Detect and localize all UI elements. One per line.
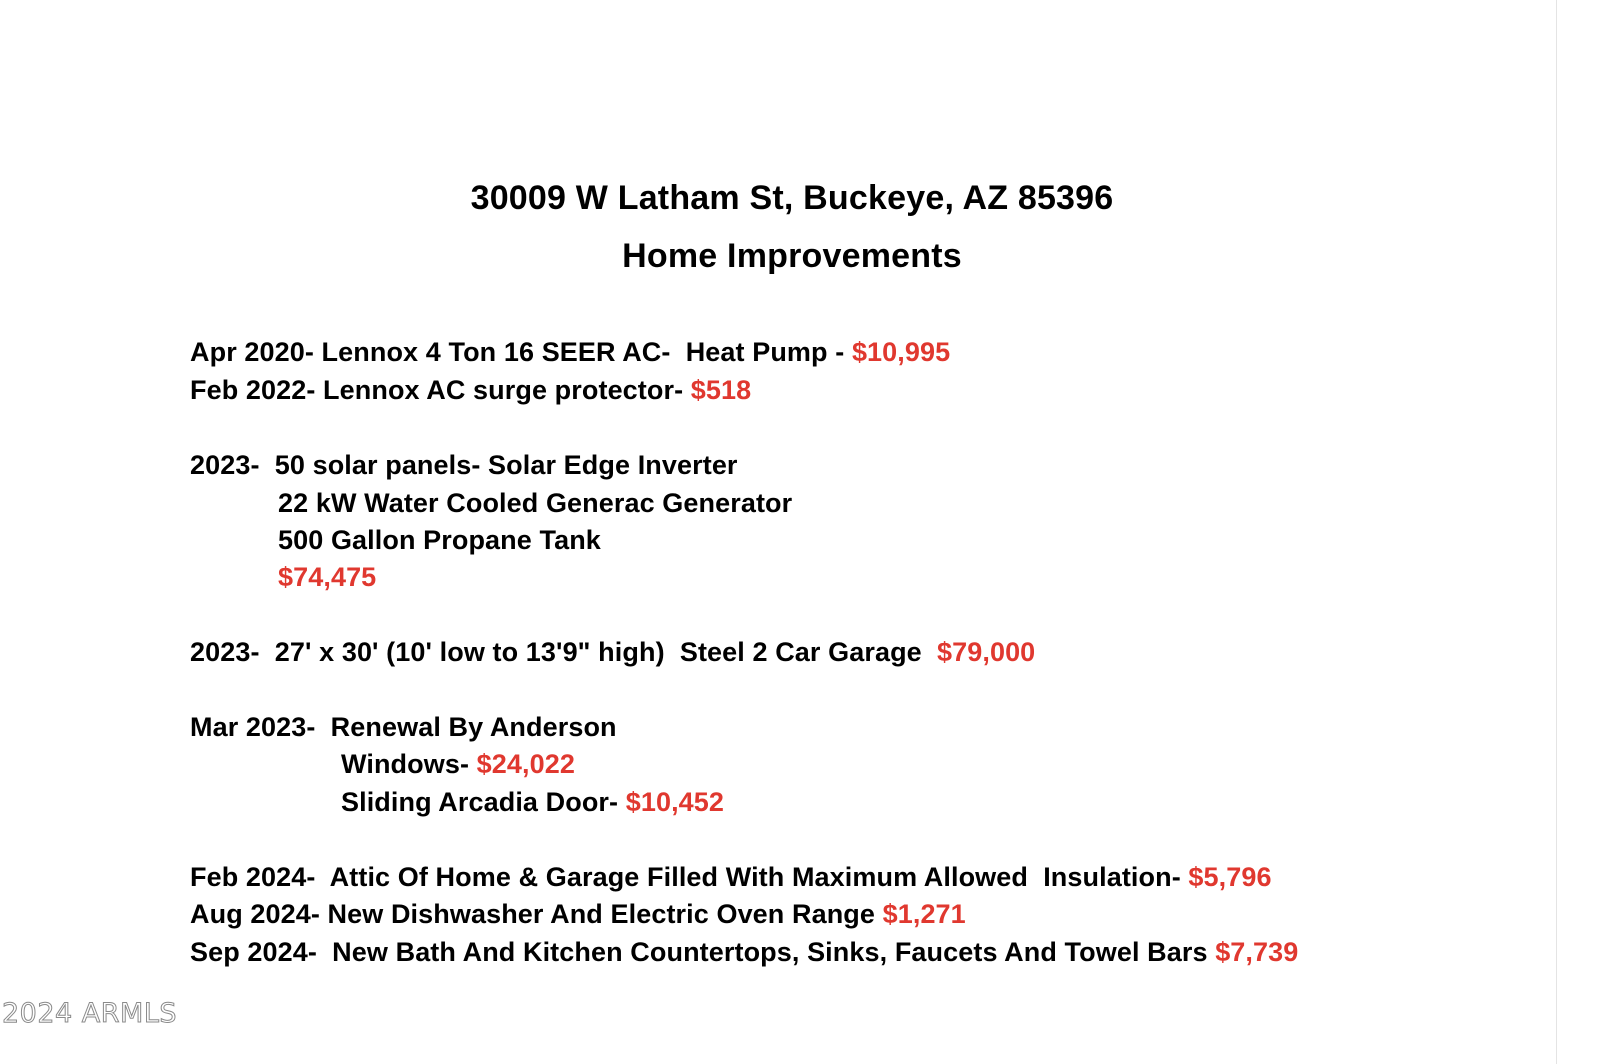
improvement-price: $74,475 xyxy=(278,562,377,592)
improvement-price: $7,739 xyxy=(1215,937,1299,967)
improvement-text: Apr 2020- Lennox 4 Ton 16 SEER AC- Heat Pump - xyxy=(190,337,852,367)
property-address-heading: 30009 W Latham St, Buckeye, AZ 85396 xyxy=(470,179,1114,217)
improvement-text: Feb 2022- Lennox AC surge protector- xyxy=(190,375,691,405)
improvement-line-surge-protector xyxy=(190,374,751,406)
improvement-line-solar xyxy=(190,449,738,481)
improvement-line-windows xyxy=(341,748,575,780)
armls-watermark: 2024 ARMLS xyxy=(2,998,178,1029)
improvement-line-sliding-door xyxy=(341,786,724,818)
page-edge-divider xyxy=(1556,0,1557,1064)
improvement-text: 2023- 50 solar panels- Solar Edge Inverter xyxy=(190,450,738,480)
improvement-line-appliances xyxy=(190,898,966,930)
improvement-text: Aug 2024- New Dishwasher And Electric Oven Range xyxy=(190,899,883,929)
improvement-text: Mar 2023- Renewal By Anderson xyxy=(190,712,617,742)
improvement-text: 500 Gallon Propane Tank xyxy=(278,525,601,555)
improvement-price: $24,022 xyxy=(476,749,575,779)
improvement-line-ac xyxy=(190,336,950,368)
improvement-price: $10,995 xyxy=(851,337,951,367)
improvement-line-insulation xyxy=(190,861,1272,893)
improvement-line-countertops xyxy=(190,936,1298,968)
improvement-price: $10,452 xyxy=(625,787,725,817)
improvement-price: $79,000 xyxy=(937,637,1036,667)
improvement-text: 2023- 27' x 30' (10' low to 13'9" high) Steel 2 Car Garage xyxy=(190,637,937,667)
improvement-text: Windows- xyxy=(341,749,477,779)
improvement-line-generator xyxy=(278,487,792,519)
improvement-line-propane-tank xyxy=(278,524,601,556)
improvement-text: Feb 2024- Attic Of Home & Garage Filled With Maximum Allowed Insulation- xyxy=(190,862,1189,892)
improvement-price: $1,271 xyxy=(882,899,966,929)
home-improvements-heading: Home Improvements xyxy=(622,237,962,275)
improvement-line-solar-total xyxy=(278,561,376,593)
improvement-price: $5,796 xyxy=(1188,862,1272,892)
improvement-text: 22 kW Water Cooled Generac Generator xyxy=(278,488,793,518)
improvement-text: Sliding Arcadia Door- xyxy=(341,787,626,817)
improvement-line-garage xyxy=(190,636,1035,668)
improvement-price: $518 xyxy=(690,375,752,405)
improvement-line-renewal xyxy=(190,711,617,743)
improvement-text: Sep 2024- New Bath And Kitchen Countertops, Sinks, Faucets And Towel Bars xyxy=(190,937,1216,967)
